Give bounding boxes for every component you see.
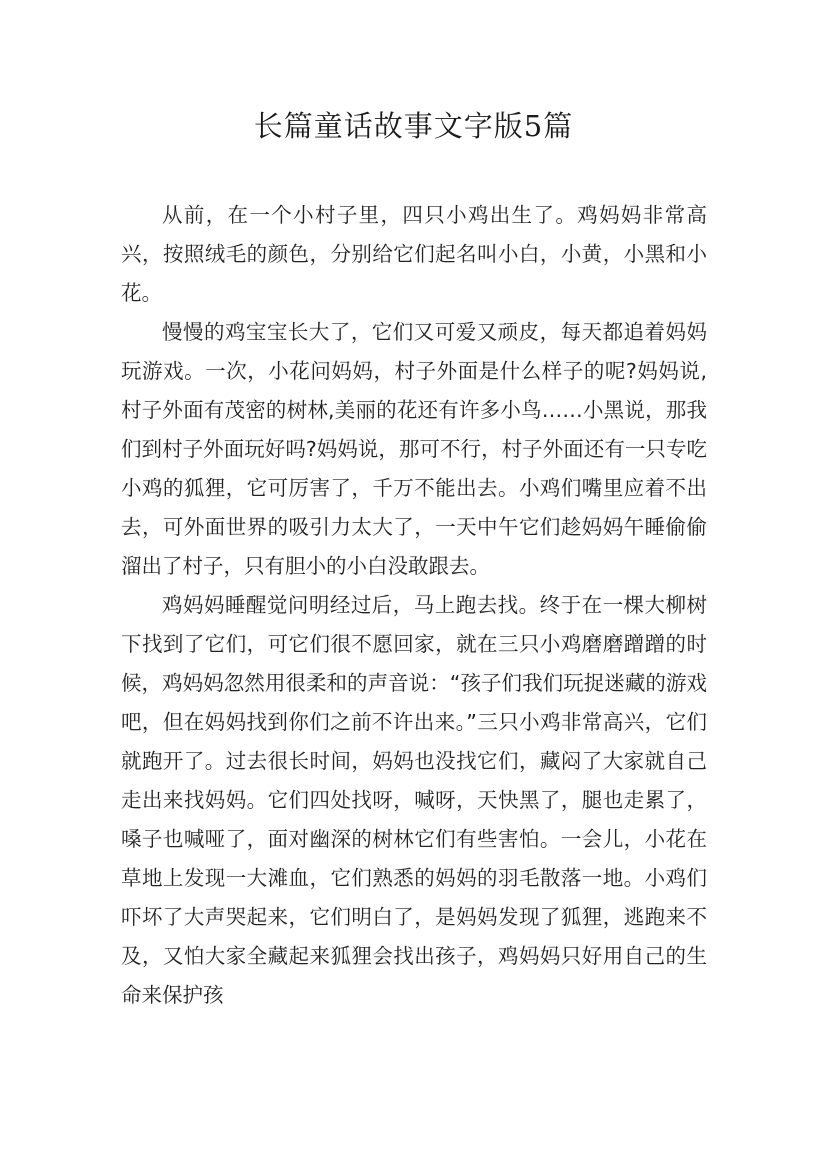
document-title: 长篇童话故事文字版5篇 [253, 109, 574, 143]
paragraph: 从前，在一个小村子里，四只小鸡出生了。鸡妈妈非常高兴，按照绒毛的颜色，分别给它们起名叫小白，小黄，小黑和小花。 [121, 203, 707, 305]
paragraph: 鸡妈妈睡醒觉问明经过后，马上跑去找。终于在一棵大柳树下找到了它们，可它们很不愿回家，就在三只小鸡磨磨蹭蹭的时候，鸡妈妈忽然用很柔和的声音说：“孩子们我们玩捉迷藏的游戏吧，但在妈妈找到你们之前不许出来。”三只小鸡非常高兴，它们就跑开了。过去很长时间，妈妈也没找它们，藏闷了大家就自己走出来找妈妈。它们四处找呀，喊呀，天快黑了，腿也走累了，嗓子也喊哑了，面对幽深的树林它们有些害怕。一会儿，小花在草地上发现一大滩血，它们熟悉的妈妈的羽毛散落一地。小鸡们吓坏了大声哭起来，它们明白了，是妈妈发现了狐狸，逃跑来不及，又怕大家全藏起来狐狸会找出孩子，鸡妈妈只好用自己的生命来保护孩 [121, 593, 707, 1007]
paragraph: 慢慢的鸡宝宝长大了，它们又可爱又顽皮，每天都追着妈妈玩游戏。一次，小花问妈妈，村子外面是什么样子的呢?妈妈说,村子外面有茂密的树林,美丽的花还有许多小鸟……小黑说，那我们到村子外面玩好吗?妈妈说，那可不行，村子外面还有一只专吃小鸡的狐狸，它可厉害了，千万不能出去。小鸡们嘴里应着不出去，可外面世界的吸引力太大了，一天中午它们趁妈妈午睡偷偷溜出了村子，只有胆小的小白没敢跟去。 [121, 320, 707, 578]
document-body [121, 196, 707, 1015]
